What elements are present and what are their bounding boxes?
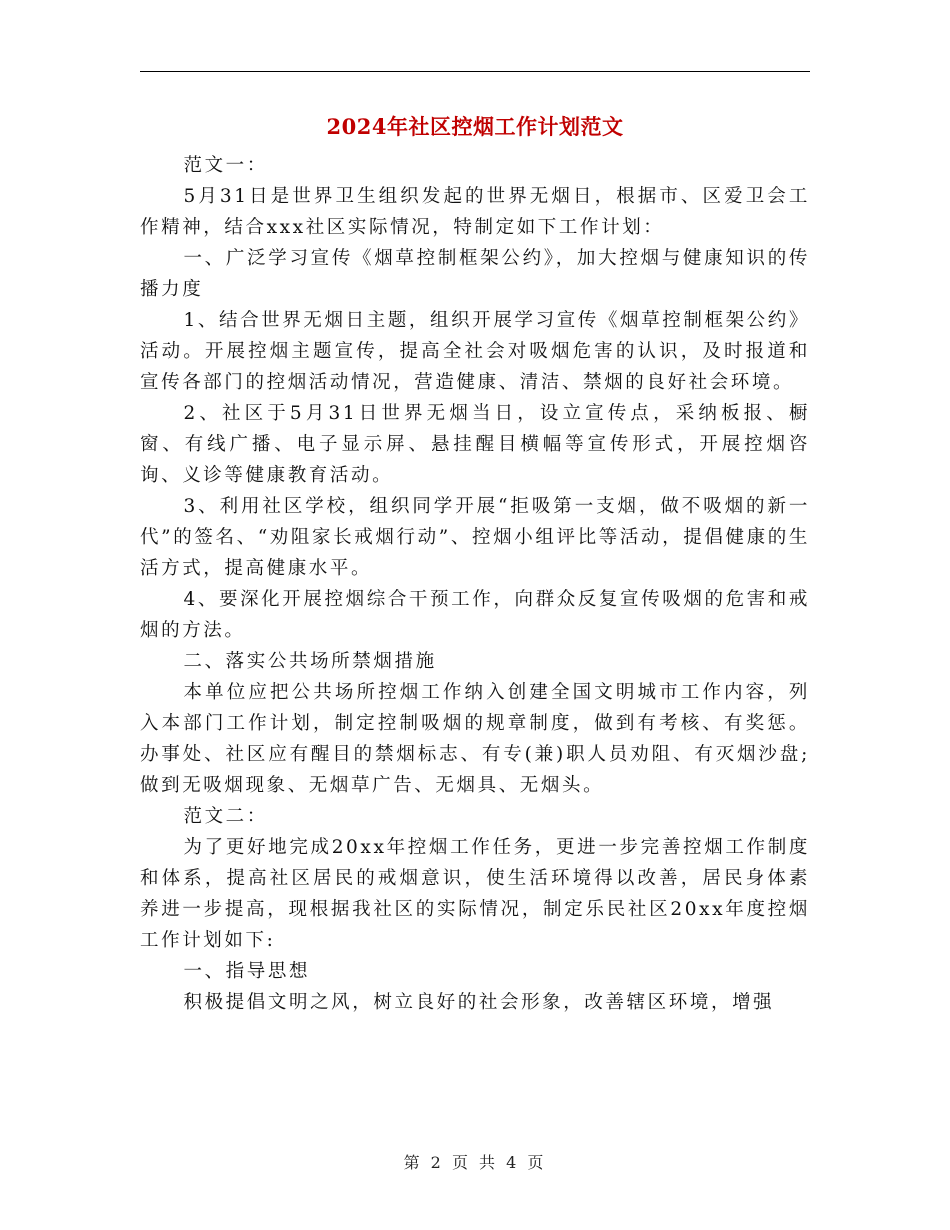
document-title: 2024年社区控烟工作计划范文 (326, 114, 624, 139)
document-body (140, 150, 810, 1018)
paragraph-sample-two-intro: 为了更好地完成20xx年控烟工作任务，更进一步完善控烟工作制度和体系，提高社区居民的戒烟意识，使生活环境得以改善，居民身体素养进一步提高，现根据我社区的实际情况，制定乐民社区20xx年度控烟工作计划如下: (140, 837, 810, 951)
paragraph-item-3: 3、利用社区学校，组织同学开展“拒吸第一支烟，做不吸烟的新一代”的签名、“劝阻家长戒烟行动”、控烟小组评比等活动，提倡健康的生活方式，提高健康水平。 (140, 496, 810, 579)
paragraph-item-1: 1、结合世界无烟日主题，组织开展学习宣传《烟草控制框架公约》活动。开展控烟主题宣传，提高全社会对吸烟危害的认识，及时报道和宣传各部门的控烟活动情况，营造健康、清洁、禁烟的良好社会环境。 (140, 310, 810, 393)
paragraph-item-4: 4、要深化开展控烟综合干预工作，向群众反复宣传吸烟的危害和戒烟的方法。 (140, 589, 810, 641)
paragraph-intro: 5月31日是世界卫生组织发起的世界无烟日，根据市、区爱卫会工作精神，结合xxx社区实际情况，特制定如下工作计划： (140, 186, 810, 238)
paragraph-section-one-heading: 一、广泛学习宣传《烟草控制框架公约》，加大控烟与健康知识的传播力度 (140, 248, 810, 300)
paragraph-section-two-heading: 二、落实公共场所禁烟措施 (183, 651, 437, 672)
paragraph-sample-two-heading: 范文二： (183, 806, 268, 827)
page-number: 第 2 页 共 4 页 (403, 1153, 547, 1172)
header-rule (140, 71, 810, 72)
paragraph-sample-one-heading: 范文一： (183, 155, 268, 176)
paragraph-item-2: 2、社区于5月31日世界无烟当日，设立宣传点，采纳板报、橱窗、有线广播、电子显示屏、悬挂醒目横幅等宣传形式，开展控烟咨询、义诊等健康教育活动。 (140, 403, 810, 486)
paragraph-guiding-body: 积极提倡文明之风，树立良好的社会形象，改善辖区环境，增强 (183, 992, 775, 1013)
paragraph-guiding-heading: 一、指导思想 (183, 961, 311, 982)
paragraph-section-two-body: 本单位应把公共场所控烟工作纳入创建全国文明城市工作内容，列入本部门工作计划，制定控制吸烟的规章制度，做到有考核、有奖惩。办事处、社区应有醒目的禁烟标志、有专(兼)职人员劝阻、有灭烟沙盘;做到无吸烟现象、无烟草广告、无烟具、无烟头。 (140, 682, 810, 796)
